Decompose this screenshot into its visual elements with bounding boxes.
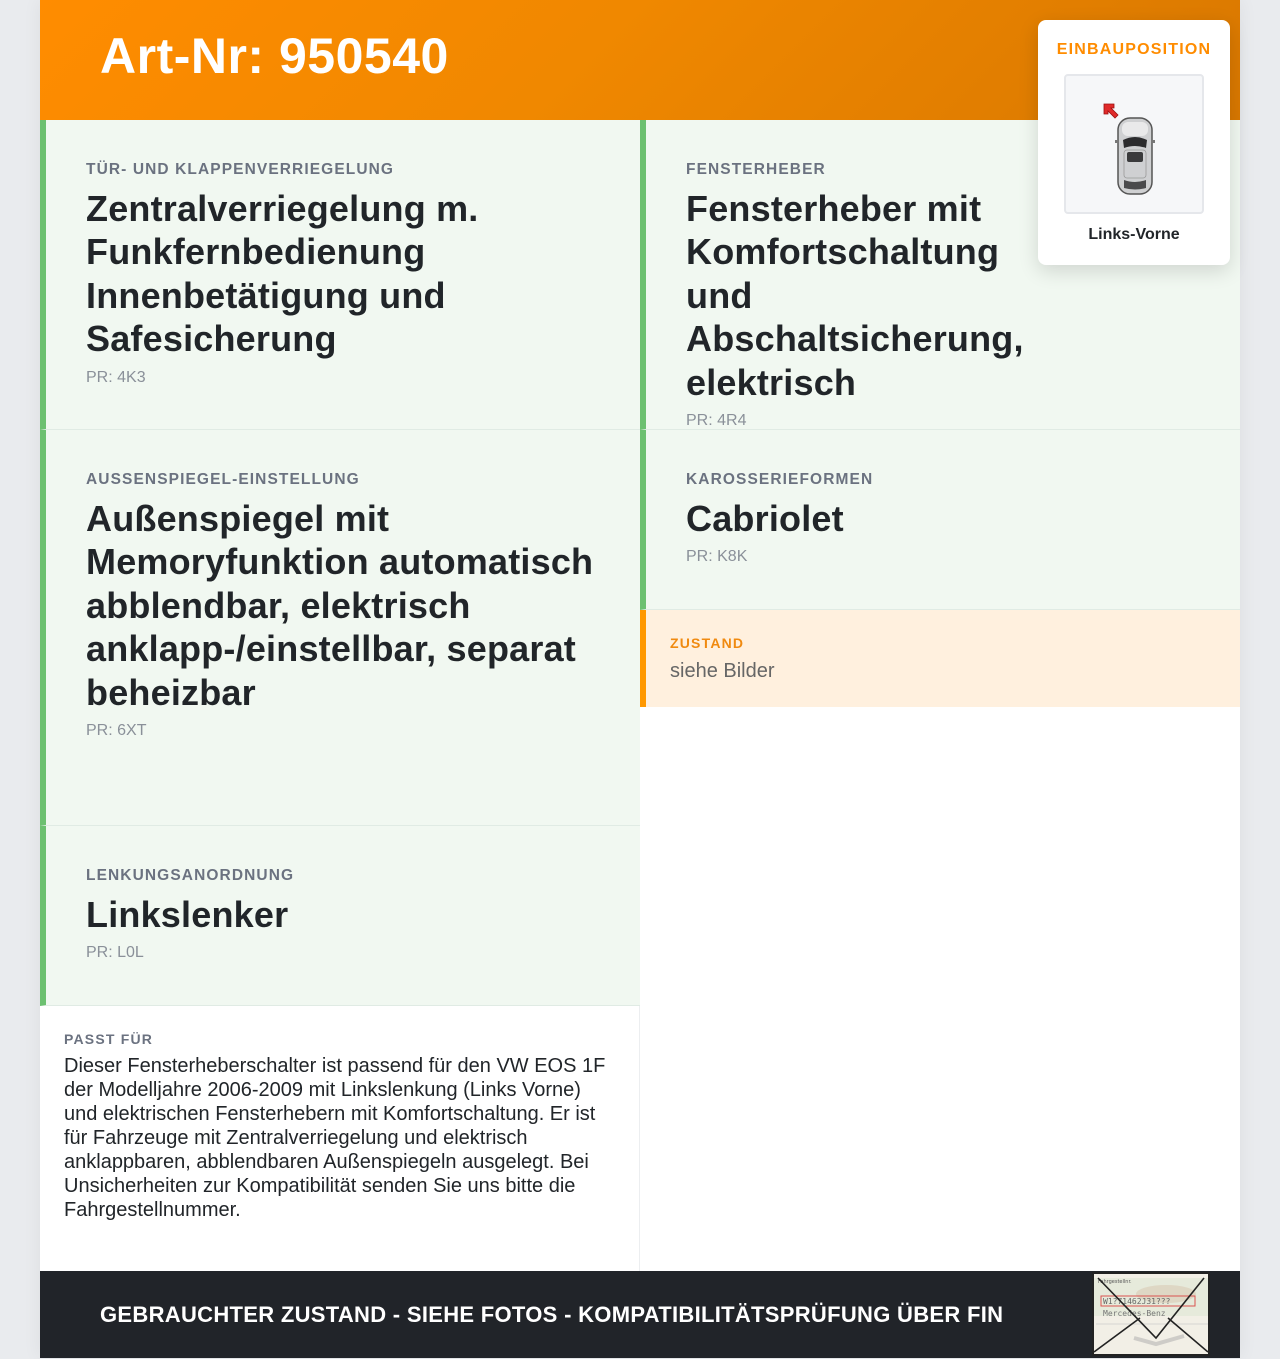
feature-card-mirror-adjustment (40, 430, 640, 826)
condition-value: siehe Bilder (670, 660, 775, 682)
feature-label: FENSTERHEBER (686, 161, 826, 178)
envelope-registration-document-icon (1094, 1274, 1208, 1354)
fin-document-thumbnail[interactable] (1092, 1272, 1210, 1356)
feature-value: Außenspiegel mit Memoryfunktion automatisch abblendbar, elektrisch anklapp-/einstellbar, separat beheizbar (86, 498, 594, 713)
fitment-section (40, 1006, 640, 1271)
footer-banner (40, 1271, 1240, 1358)
install-position-image (1064, 74, 1204, 214)
feature-pr-code: PR: 4R4 (686, 412, 747, 430)
feature-card-steering (40, 826, 640, 1006)
fitment-text: Dieser Fensterheberschalter ist passend für den VW EOS 1F der Modelljahre 2006-2009 mit Linkslenkung (Links Vorne) und elektrischen Fensterhebern mit Komfortschaltung. Er ist für Fahrzeuge mit Zentralverriegelung und elektrisch anklappbaren, abblendbaren Außenspiegeln ausgelegt. Bei Unsicherheiten zur Kompatibilität senden Sie uns bitte die Fahrgestellnummer. (64, 1055, 606, 1221)
install-position-card (1038, 20, 1230, 265)
product-sheet (40, 0, 1240, 1358)
car-top-view-icon (1066, 76, 1202, 212)
feature-label: AUSSENSPIEGEL-EINSTELLUNG (86, 471, 360, 488)
feature-card-door-locking (40, 120, 640, 430)
svg-text:Fahrgestellnr.: Fahrgestellnr. (1098, 1279, 1132, 1285)
feature-value: Zentralverriegelung m. Funkfernbedienung Innenbetätigung und Safesicherung (86, 188, 479, 360)
feature-column-left (40, 120, 640, 1006)
feature-pr-code: PR: L0L (86, 944, 144, 962)
article-number: Art-Nr: 950540 (100, 28, 449, 84)
feature-pr-code: PR: K8K (686, 548, 748, 566)
feature-value: Fensterheber mit Komfortschaltung und Abschaltsicherung, elektrisch (686, 188, 1024, 403)
install-position-title: EINBAUPOSITION (1056, 41, 1212, 58)
footer-notice: GEBRAUCHTER ZUSTAND - SIEHE FOTOS - KOMPATIBILITÄTSPRÜFUNG ÜBER FIN (100, 1302, 1004, 1327)
feature-value: Cabriolet (686, 498, 844, 539)
fitment-label: PASST FÜR (64, 1031, 154, 1047)
feature-pr-code: PR: 4K3 (86, 368, 146, 386)
feature-label: KAROSSERIEFORMEN (686, 471, 874, 488)
condition-label: ZUSTAND (670, 635, 745, 651)
feature-pr-code: PR: 6XT (86, 722, 147, 740)
install-position-caption: Links-Vorne (1088, 226, 1180, 243)
feature-label: LENKUNGSANORDNUNG (86, 867, 295, 884)
feature-label: TÜR- UND KLAPPENVERRIEGELUNG (86, 161, 395, 178)
svg-text:Mercedes-Benz: Mercedes-Benz (1103, 1309, 1166, 1318)
feature-value: Linkslenker (86, 894, 289, 935)
svg-text:W1?71462J31???: W1?71462J31??? (1103, 1297, 1171, 1306)
condition-box (640, 610, 1240, 707)
feature-card-body-style (640, 430, 1240, 610)
